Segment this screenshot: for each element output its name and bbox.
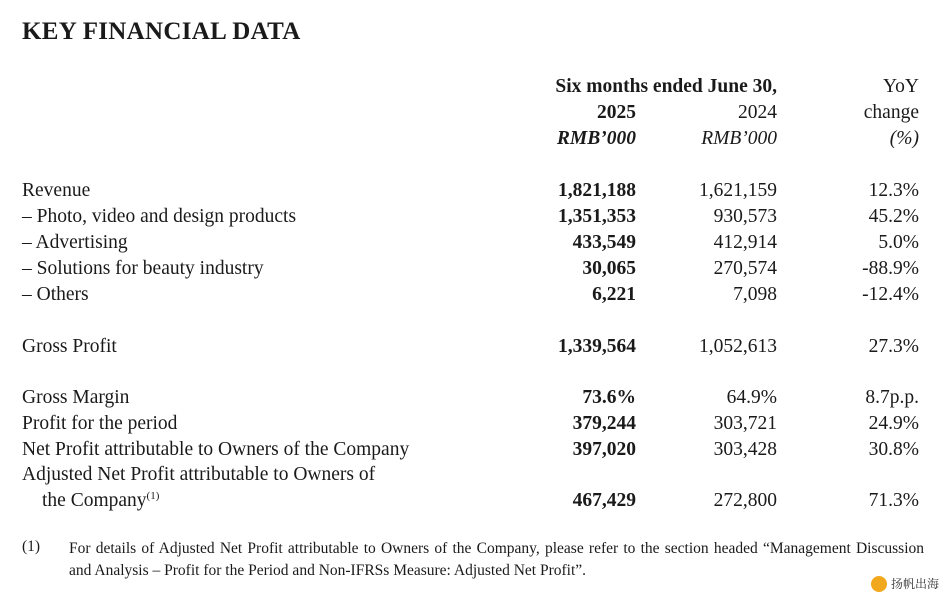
row-label: Gross Margin [22,387,130,408]
unit-2025-header: RMB’000 [556,128,636,149]
yoy-change: 27.3% [868,336,919,357]
yoy-change: 8.7p.p. [865,387,919,408]
watermark [871,575,939,592]
value-2024: 270,574 [713,258,777,279]
row-label: Revenue [22,180,91,201]
value-2024: 303,428 [713,439,777,460]
footnote-text: For details of Adjusted Net Profit attributable to Owners of the Company, please refer to the section headed “Management Discussion and Analysis – Profit for the Period and Non-IFRSs Measure: Adjusted Net Profit”. [69,540,924,579]
yoy-change: -88.9% [862,258,919,279]
value-2025: 1,821,188 [558,180,636,201]
period-header: Six months ended June 30, [555,76,777,97]
yoy-change: 24.9% [868,413,919,434]
value-2025: 379,244 [572,413,636,434]
value-2025: 1,351,353 [558,206,636,227]
table-row [0,336,947,362]
yoy-change: -12.4% [862,284,919,305]
row-label: – Others [22,284,89,305]
unit-2024-header: RMB’000 [701,128,777,149]
table-row [0,284,947,310]
table-row [0,258,947,284]
year-2024-header: 2024 [738,102,777,123]
value-2025: 397,020 [572,439,636,460]
value-2024: 7,098 [733,284,777,305]
row-label: – Photo, video and design products [22,206,297,227]
table-row [0,439,947,465]
yoy-change: 30.8% [868,439,919,460]
yoy-change: 45.2% [868,206,919,227]
value-2024: 303,721 [713,413,777,434]
watermark-text: 扬帆出海 [890,577,939,591]
value-2024: 930,573 [713,206,777,227]
table-row [0,180,947,206]
yoy-change: 5.0% [878,232,919,253]
row-label: – Advertising [22,232,128,253]
yoy-header-line1: YoY [883,76,919,97]
row-label: Profit for the period [22,413,178,434]
year-2025-header: 2025 [597,102,636,123]
row-label-line2 [42,490,159,512]
value-2024: 1,621,159 [699,180,777,201]
value-2024: 272,800 [713,490,777,511]
table-row [0,413,947,439]
table-row [0,490,947,516]
row-label: – Solutions for beauty industry [22,258,264,279]
value-2025: 6,221 [592,284,636,305]
logo-icon [871,576,887,592]
value-2025: 73.6% [582,387,636,408]
row-label: Gross Profit [22,336,117,357]
value-2025: 30,065 [582,258,636,279]
table-row [0,232,947,258]
row-label-text: the Company [42,490,147,511]
value-2025: 433,549 [572,232,636,253]
row-label-line1: Adjusted Net Profit attributable to Owners of [22,464,376,485]
footnote-mark: (1) [146,490,160,502]
value-2025: 467,429 [572,490,636,511]
yoy-header-line3: (%) [889,128,919,149]
value-2025: 1,339,564 [558,336,636,357]
page-title: KEY FINANCIAL DATA [22,18,301,45]
table-row [0,206,947,232]
value-2024: 412,914 [713,232,777,253]
footnote-marker: (1) [22,538,41,555]
value-2024: 1,052,613 [699,336,777,357]
yoy-header-line2: change [863,102,919,123]
yoy-change: 12.3% [868,180,919,201]
row-label: Net Profit attributable to Owners of the Company [22,439,410,460]
table-row [0,387,947,413]
value-2024: 64.9% [726,387,777,408]
yoy-change: 71.3% [868,490,919,511]
